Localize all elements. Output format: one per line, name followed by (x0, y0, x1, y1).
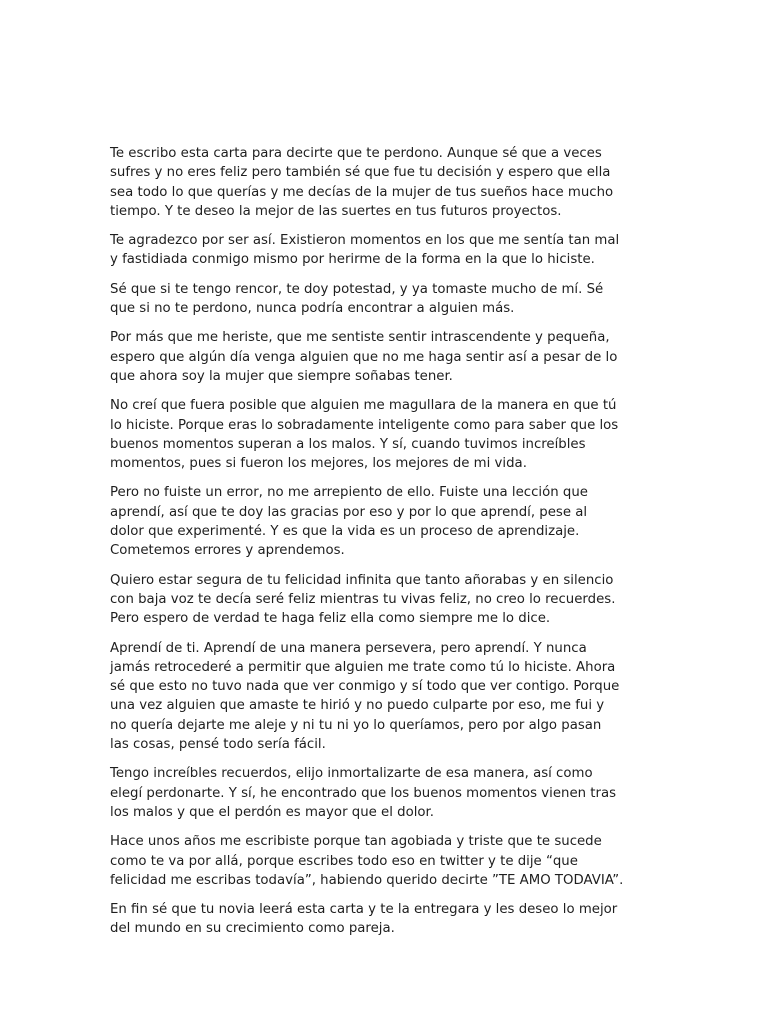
paragraph-5: No creí que fuera posible que alguien me magullara de la manera en que tú lo hiciste. Porque eras lo sobradamente inteligente como para saber que los buenos momentos superan a los malos. Y sí, cuando tuvimos increíbles momentos, pues si fueron los mejores, los mejores de mi vida. (110, 398, 619, 472)
paragraph-9: Tengo increíbles recuerdos, elijo inmortalizarte de esa manera, así como elegí perdonarte. Y sí, he encontrado que los buenos momentos vienen tras los malos y que el perdón es mayor que el dolor. (110, 766, 617, 820)
paragraph-11: En fin sé que tu novia leerá esta carta y te la entregara y les deseo lo mejor del mundo en su crecimiento como pareja. (110, 902, 618, 937)
paragraph-4: Por más que me heriste, que me sentiste sentir intrascendente y pequeña, espero que algún día venga alguien que no me haga sentir así a pesar de lo que ahora soy la mujer que siempre soñabas tener. (110, 330, 618, 384)
paragraph-3: Sé que si te tengo rencor, te doy potestad, y ya tomaste mucho de mí. Sé que si no te perdono, nunca podría encontrar a alguien más. (110, 281, 604, 317)
paragraph-1: Te escribo esta carta para decirte que te perdono. Aunque sé que a veces sufres y no eres feliz pero también sé que fue tu decisión y espero que ella sea todo lo que querías y me decías de la mujer de tus sueños hace mucho tiempo. Y te deseo la mejor de las suertes en tus futuros proyectos. (110, 146, 614, 219)
paragraph-8: Aprendí de ti. Aprendí de una manera persevera, pero aprendí. Y nunca jamás retrocederé a permitir que alguien me trate como tú lo hiciste. Ahora sé que esto no tuvo nada que ver conmigo y sí todo que ver contigo. Porque una vez alguien que amaste te hirió y no puedo culparte por eso, me fui y no quería dejarte me aleje y ni tu ni yo lo queríamos, pero por algo pasan las cosas, pensé todo sería fácil. (110, 640, 620, 753)
paragraph-10: Hace unos años me escribiste porque tan agobiada y triste que te sucede como te va por allá, porque escribes todo eso en twitter y te dije “que felicidad me escribas todavía”, habiendo querido decirte ”TE AMO TODAVIA”. (110, 834, 624, 888)
paragraph-2: Te agradezco por ser así. Existieron momentos en los que me sentía tan mal y fastidiada conmigo mismo por herirme de la forma en la que lo hiciste. (110, 233, 620, 268)
paragraph-7: Quiero estar segura de tu felicidad infinita que tanto añorabas y en silencio con baja voz te decía seré feliz mientras tu vivas feliz, no creo lo recuerdes. Pero espero de verdad te haga feliz ella como siempre me lo dice. (110, 572, 616, 627)
paragraph-6: Pero no fuiste un error, no me arrepiento de ello. Fuiste una lección que aprendí, así que te doy las gracias por eso y por lo que aprendí, pese al dolor que experimenté. Y es que la vida es un proceso de aprendizaje. Cometemos errores y aprendemos. (110, 485, 588, 559)
letter-body (110, 144, 662, 949)
